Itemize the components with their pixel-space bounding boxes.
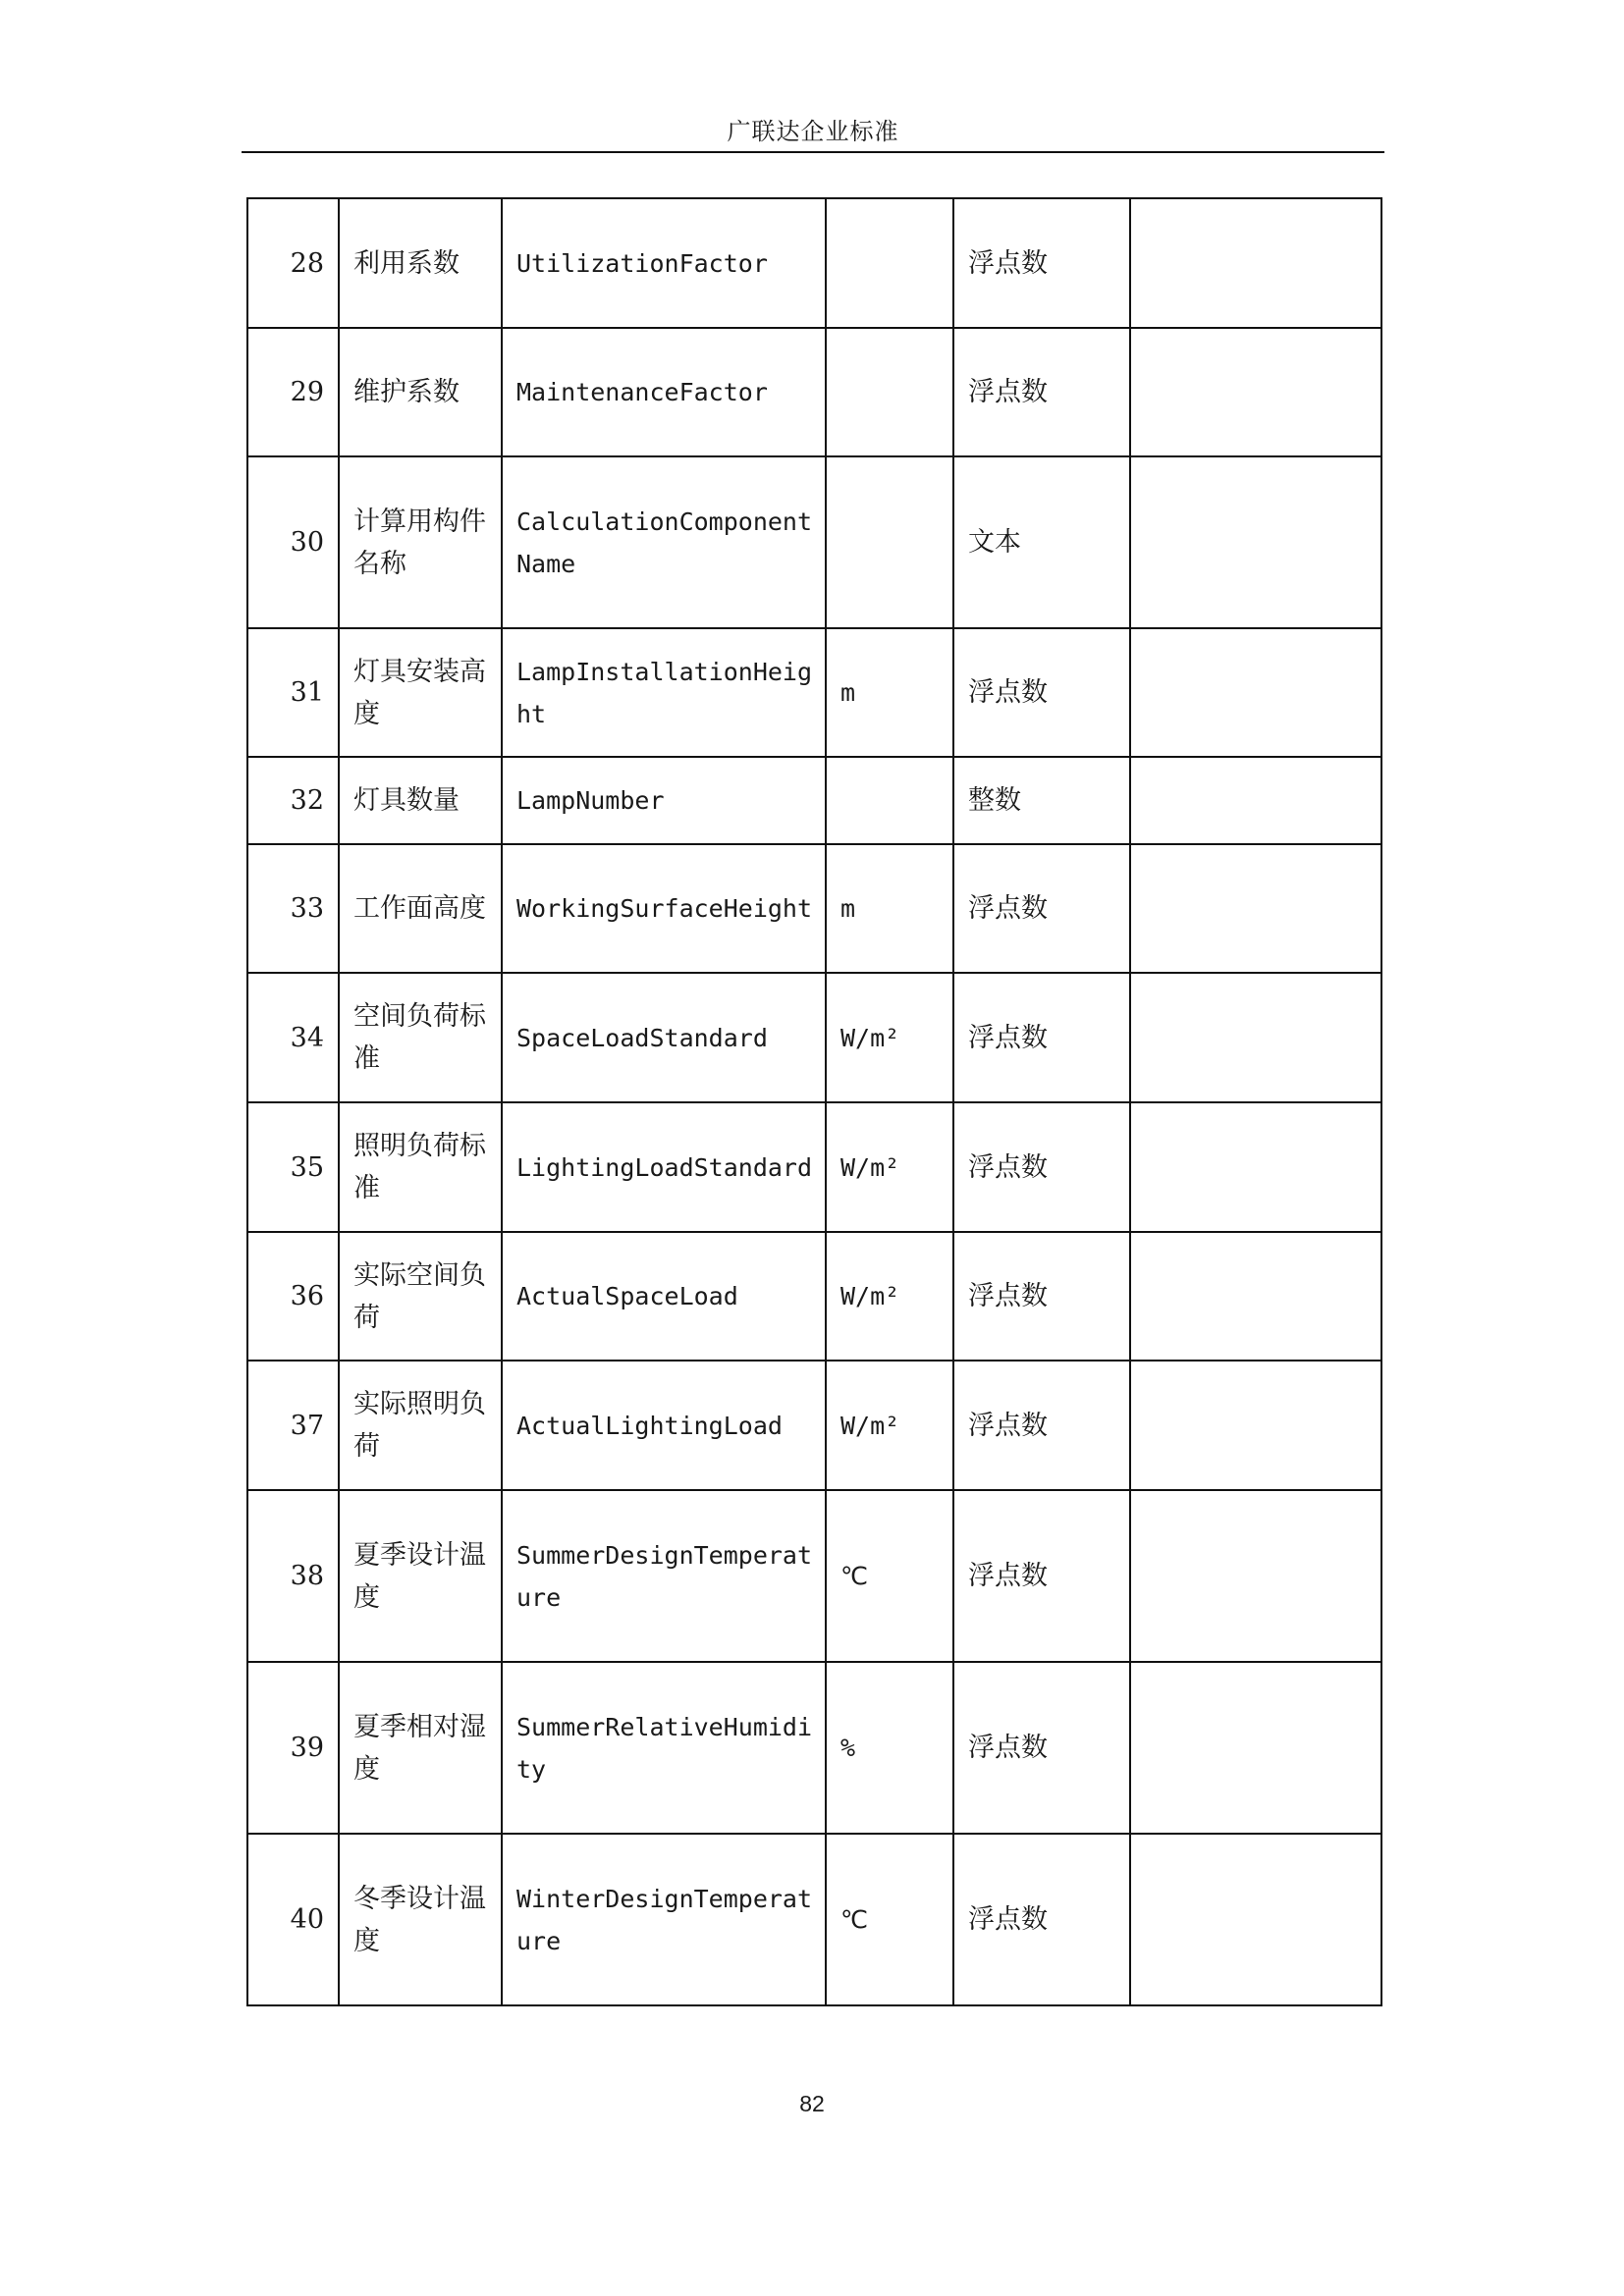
field-english-name: SummerRelativeHumidity [502, 1662, 826, 1834]
row-number: 33 [247, 844, 339, 973]
header-rule [242, 151, 1384, 153]
field-data-type: 浮点数 [953, 973, 1130, 1102]
field-remark [1130, 198, 1381, 328]
row-number: 30 [247, 456, 339, 628]
field-data-type: 浮点数 [953, 1102, 1130, 1232]
row-number: 32 [247, 757, 339, 844]
field-chinese-name: 灯具数量 [339, 757, 502, 844]
field-unit: m [826, 844, 953, 973]
field-remark [1130, 1232, 1381, 1361]
field-unit [826, 198, 953, 328]
field-english-name: WorkingSurfaceHeight [502, 844, 826, 973]
field-english-name: LampInstallationHeight [502, 628, 826, 757]
field-remark [1130, 844, 1381, 973]
table-row [247, 844, 1381, 973]
field-unit: % [826, 1662, 953, 1834]
field-english-name: UtilizationFactor [502, 198, 826, 328]
field-data-type: 浮点数 [953, 198, 1130, 328]
field-data-type: 浮点数 [953, 1361, 1130, 1490]
field-remark [1130, 628, 1381, 757]
field-chinese-name: 实际空间负荷 [339, 1232, 502, 1361]
table-row [247, 1232, 1381, 1361]
table-row [247, 456, 1381, 628]
field-chinese-name: 冬季设计温度 [339, 1834, 502, 2005]
row-number: 39 [247, 1662, 339, 1834]
row-number: 38 [247, 1490, 339, 1662]
row-number: 29 [247, 328, 339, 456]
page-number: 82 [799, 2091, 825, 2116]
field-remark [1130, 1102, 1381, 1232]
field-chinese-name: 照明负荷标准 [339, 1102, 502, 1232]
row-number: 28 [247, 198, 339, 328]
field-data-type: 浮点数 [953, 1662, 1130, 1834]
field-chinese-name: 实际照明负荷 [339, 1361, 502, 1490]
field-chinese-name: 维护系数 [339, 328, 502, 456]
field-data-type: 浮点数 [953, 628, 1130, 757]
field-unit [826, 757, 953, 844]
field-english-name: CalculationComponentName [502, 456, 826, 628]
field-spec-table [246, 197, 1382, 2006]
field-data-type: 浮点数 [953, 1834, 1130, 2005]
field-remark [1130, 1662, 1381, 1834]
field-data-type: 文本 [953, 456, 1130, 628]
field-unit [826, 328, 953, 456]
field-unit: W/m² [826, 1232, 953, 1361]
field-remark [1130, 1834, 1381, 2005]
field-chinese-name: 灯具安装高度 [339, 628, 502, 757]
page-header-title: 广联达企业标准 [727, 118, 899, 145]
table-row [247, 628, 1381, 757]
field-remark [1130, 757, 1381, 844]
row-number: 40 [247, 1834, 339, 2005]
field-english-name: ActualSpaceLoad [502, 1232, 826, 1361]
row-number: 35 [247, 1102, 339, 1232]
table-row [247, 1361, 1381, 1490]
field-english-name: LampNumber [502, 757, 826, 844]
field-data-type: 浮点数 [953, 844, 1130, 973]
row-number: 34 [247, 973, 339, 1102]
field-chinese-name: 夏季设计温度 [339, 1490, 502, 1662]
field-remark [1130, 973, 1381, 1102]
table-row [247, 198, 1381, 328]
field-chinese-name: 计算用构件名称 [339, 456, 502, 628]
field-english-name: MaintenanceFactor [502, 328, 826, 456]
table-row [247, 1834, 1381, 2005]
row-number: 37 [247, 1361, 339, 1490]
table-row [247, 1490, 1381, 1662]
row-number: 31 [247, 628, 339, 757]
field-unit [826, 456, 953, 628]
field-english-name: ActualLightingLoad [502, 1361, 826, 1490]
field-english-name: SummerDesignTemperature [502, 1490, 826, 1662]
table-row [247, 1662, 1381, 1834]
field-unit: W/m² [826, 1361, 953, 1490]
field-remark [1130, 1361, 1381, 1490]
field-remark [1130, 1490, 1381, 1662]
field-unit: ℃ [826, 1834, 953, 2005]
field-data-type: 整数 [953, 757, 1130, 844]
field-chinese-name: 夏季相对湿度 [339, 1662, 502, 1834]
field-data-type: 浮点数 [953, 328, 1130, 456]
table-row [247, 1102, 1381, 1232]
field-unit: W/m² [826, 973, 953, 1102]
table-row [247, 757, 1381, 844]
table-row [247, 973, 1381, 1102]
field-chinese-name: 空间负荷标准 [339, 973, 502, 1102]
field-unit: m [826, 628, 953, 757]
field-english-name: WinterDesignTemperature [502, 1834, 826, 2005]
row-number: 36 [247, 1232, 339, 1361]
field-remark [1130, 328, 1381, 456]
field-english-name: LightingLoadStandard [502, 1102, 826, 1232]
field-chinese-name: 工作面高度 [339, 844, 502, 973]
field-remark [1130, 456, 1381, 628]
field-data-type: 浮点数 [953, 1232, 1130, 1361]
field-unit: ℃ [826, 1490, 953, 1662]
field-data-type: 浮点数 [953, 1490, 1130, 1662]
field-chinese-name: 利用系数 [339, 198, 502, 328]
field-english-name: SpaceLoadStandard [502, 973, 826, 1102]
field-unit: W/m² [826, 1102, 953, 1232]
table-row [247, 328, 1381, 456]
